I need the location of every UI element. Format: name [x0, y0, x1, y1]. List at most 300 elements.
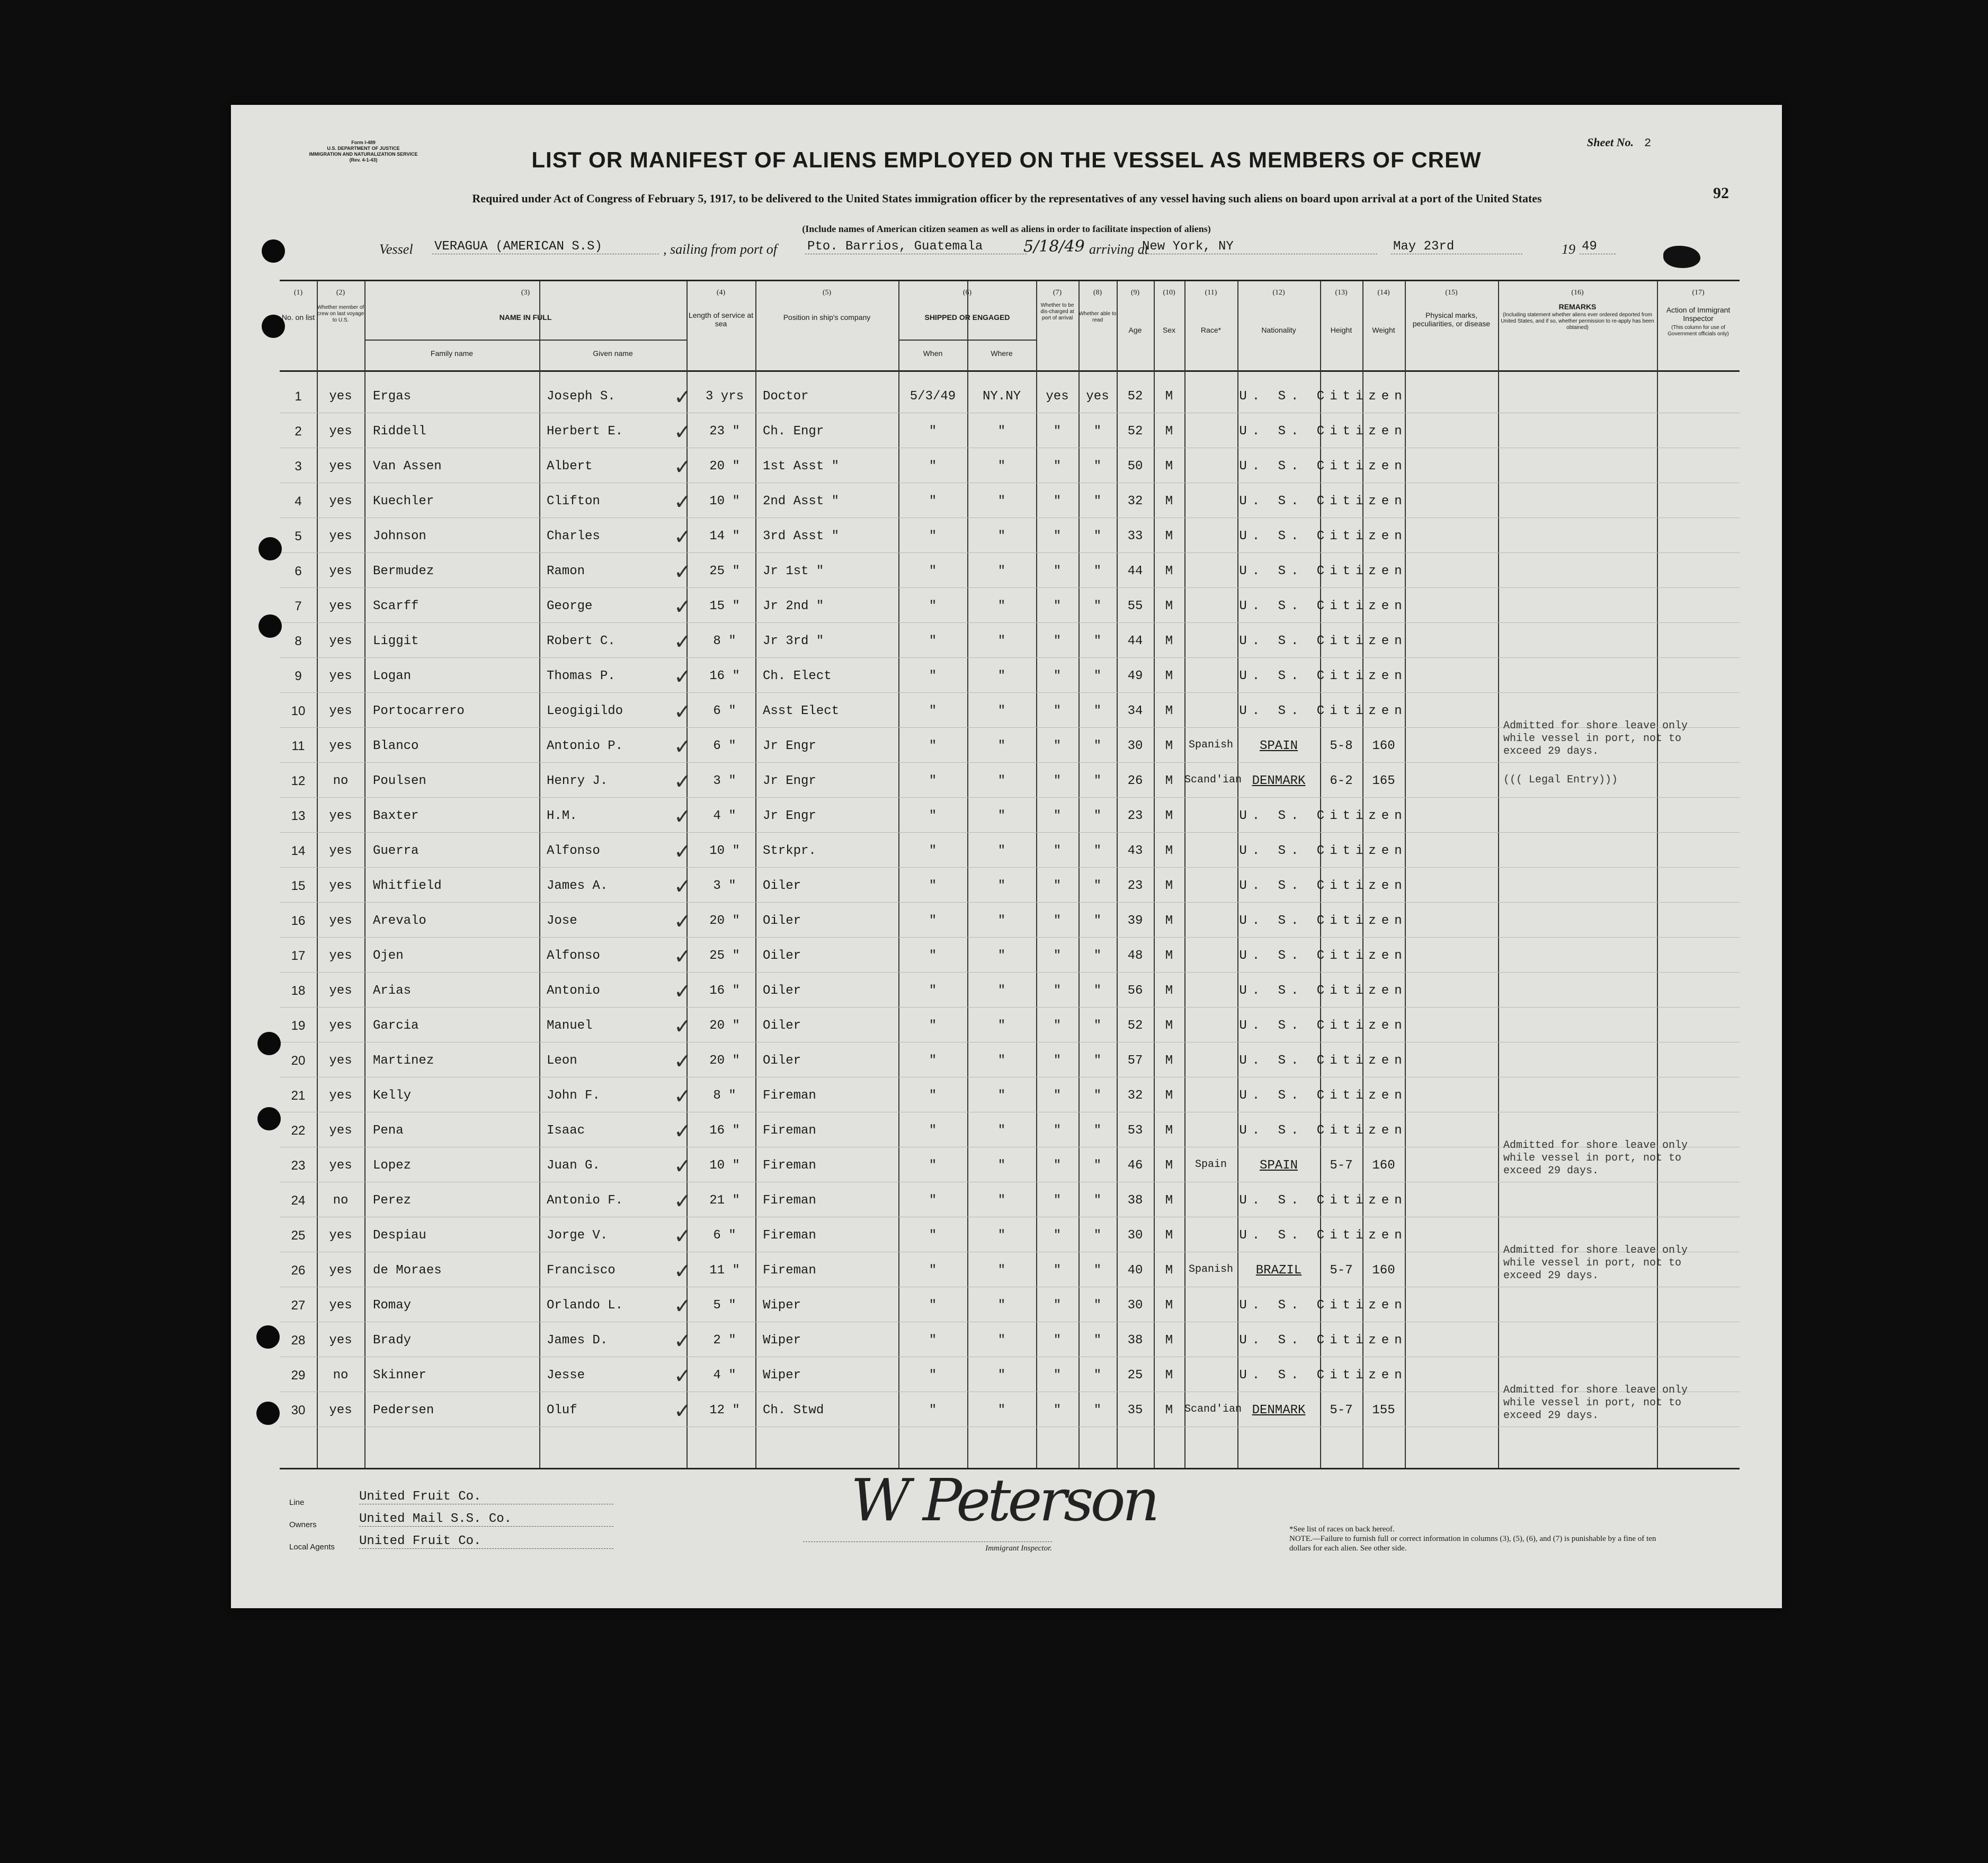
age: 25: [1127, 1368, 1143, 1383]
check-mark-icon: ✓: [674, 1014, 692, 1039]
length-of-service: 10 ": [709, 1158, 740, 1173]
table-row: [280, 720, 1740, 765]
discharged: ": [1053, 529, 1062, 543]
check-mark-icon: ✓: [674, 1399, 692, 1423]
shipped-when: ": [929, 634, 937, 648]
citizenship: U. S. Citizen: [1239, 494, 1407, 509]
row-number: 24: [291, 1193, 306, 1208]
length-of-service: 16 ": [709, 669, 740, 683]
shipped-when: ": [929, 844, 937, 858]
able-to-read: ": [1093, 1019, 1102, 1033]
length-of-service: 21 ": [709, 1193, 740, 1208]
given-name: Manuel: [547, 1019, 593, 1033]
citizenship: U. S. Citizen: [1239, 1124, 1407, 1138]
table-row: [280, 975, 1740, 1010]
able-to-read: ": [1093, 1333, 1102, 1348]
age: 30: [1127, 739, 1143, 753]
given-name: Thomas P.: [547, 669, 616, 683]
shipped-where: ": [997, 634, 1006, 648]
position: Jr 2nd ": [763, 599, 824, 613]
sex: M: [1165, 529, 1173, 543]
arrival-date: May 23rd: [1391, 239, 1522, 254]
discharged: ": [1053, 599, 1062, 613]
races-note: *See list of races on back hereof.: [1289, 1525, 1395, 1534]
discharged: ": [1053, 1333, 1062, 1348]
family-name: Logan: [373, 669, 412, 683]
row-number: 26: [291, 1263, 306, 1278]
last-voyage: yes: [329, 1019, 352, 1033]
check-mark-icon: ✓: [674, 630, 692, 654]
agents-label: Local Agents: [289, 1543, 335, 1552]
able-to-read: ": [1093, 984, 1102, 998]
row-number: 20: [291, 1054, 306, 1068]
position: Fireman: [763, 1193, 816, 1208]
age: 55: [1127, 599, 1143, 613]
sex: M: [1165, 1333, 1173, 1348]
row-number: 28: [291, 1333, 306, 1348]
form-number: Form I-489: [351, 140, 376, 145]
weight: 165: [1372, 774, 1395, 788]
age: 33: [1127, 529, 1143, 543]
last-voyage: yes: [329, 494, 352, 509]
shipped-where: ": [997, 1403, 1006, 1418]
able-to-read: ": [1093, 1368, 1102, 1383]
position: Oiler: [763, 1054, 801, 1068]
check-mark-icon: ✓: [674, 420, 692, 444]
column-number: (16): [1571, 289, 1584, 297]
column-number: (15): [1445, 289, 1458, 297]
height: 6-2: [1330, 774, 1353, 788]
service-name: IMMIGRATION AND NATURALIZATION SERVICE: [309, 151, 418, 157]
revision: (Rev. 4-1-43): [349, 157, 378, 163]
sex: M: [1165, 984, 1173, 998]
sex: M: [1165, 1124, 1173, 1138]
line-value: United Fruit Co.: [359, 1490, 613, 1504]
shipped-where: ": [997, 1089, 1006, 1103]
age: 52: [1127, 424, 1143, 439]
age: 35: [1127, 1403, 1143, 1418]
row-number: 6: [295, 564, 302, 578]
header-weight: Weight: [1372, 326, 1395, 334]
able-to-read: ": [1093, 739, 1102, 753]
discharged: ": [1053, 1228, 1062, 1243]
given-name: Antonio: [547, 984, 600, 998]
given-name: H.M.: [547, 809, 577, 823]
sex: M: [1165, 1298, 1173, 1313]
family-name: Pedersen: [373, 1403, 434, 1418]
weight: 160: [1372, 1158, 1395, 1173]
citizenship: U. S. Citizen: [1239, 1019, 1407, 1033]
check-mark-icon: ✓: [674, 1084, 692, 1109]
age: 52: [1127, 1019, 1143, 1033]
header-nationality: Nationality: [1261, 326, 1296, 334]
discharged: ": [1053, 1054, 1062, 1068]
shipped-where: ": [997, 914, 1006, 928]
row-number: 29: [291, 1368, 306, 1383]
length-of-service: 4 ": [713, 1368, 736, 1383]
column-number: (9): [1130, 289, 1140, 297]
given-name: Albert: [547, 459, 593, 474]
inspector-signature: W Peterson: [851, 1466, 1157, 1534]
remark: Admitted for shore leave only while vessel in port, not to exceed 29 days.: [1503, 1244, 1688, 1282]
family-name: Arias: [373, 984, 412, 998]
table-row: [280, 870, 1740, 905]
nationality: SPAIN: [1259, 1158, 1298, 1173]
age: 50: [1127, 459, 1143, 474]
position: 1st Asst ": [763, 459, 840, 474]
row-number: 2: [295, 424, 302, 439]
check-mark-icon: ✓: [674, 1259, 692, 1283]
column-number: (13): [1335, 289, 1348, 297]
punch-hole: [256, 1325, 280, 1349]
row-number: 14: [291, 844, 306, 858]
discharged: ": [1053, 704, 1062, 718]
given-name: Alfonso: [547, 844, 600, 858]
shipped-where: ": [997, 1124, 1006, 1138]
column-number: (8): [1093, 289, 1102, 297]
discharged: ": [1053, 1193, 1062, 1208]
row-number: 5: [295, 529, 302, 543]
shipped-when: ": [929, 1089, 937, 1103]
shipped-when: ": [929, 914, 937, 928]
shipped-where: ": [997, 459, 1006, 474]
footer-notes: [1289, 1525, 1671, 1553]
age: 57: [1127, 1054, 1143, 1068]
age: 56: [1127, 984, 1143, 998]
shipped-where: ": [997, 599, 1006, 613]
family-name: Whitfield: [373, 879, 442, 893]
family-name: Guerra: [373, 844, 419, 858]
shipped-when: ": [929, 1403, 937, 1418]
last-voyage: yes: [329, 949, 352, 963]
header-given-name: Given name: [593, 349, 633, 358]
last-voyage: yes: [329, 844, 352, 858]
length-of-service: 6 ": [713, 704, 736, 718]
length-of-service: 3 ": [713, 774, 736, 788]
age: 23: [1127, 879, 1143, 893]
row-number: 4: [295, 494, 302, 509]
agents-value: United Fruit Co.: [359, 1534, 613, 1549]
shipped-when: ": [929, 529, 937, 543]
given-name: Charles: [547, 529, 600, 543]
table-row: [280, 1139, 1740, 1185]
citizenship: U. S. Citizen: [1239, 599, 1407, 613]
page-number: 92: [1713, 184, 1729, 202]
table-row: [280, 835, 1740, 870]
shipped-where: ": [997, 1298, 1006, 1313]
age: 49: [1127, 669, 1143, 683]
row-number: 16: [291, 914, 306, 928]
citizenship: U. S. Citizen: [1239, 424, 1407, 439]
citizenship: U. S. Citizen: [1239, 459, 1407, 474]
last-voyage: yes: [329, 1054, 352, 1068]
check-mark-icon: ✓: [674, 525, 692, 549]
sex: M: [1165, 844, 1173, 858]
shipped-where: ": [997, 704, 1006, 718]
table-row: [280, 381, 1740, 416]
table-row: [280, 521, 1740, 556]
header-race: Race*: [1200, 326, 1222, 334]
weight: 160: [1372, 1263, 1395, 1278]
check-mark-icon: ✓: [674, 1329, 692, 1353]
family-name: Ergas: [373, 389, 412, 404]
header-no-on-list: No. on list: [281, 313, 315, 322]
position: Oiler: [763, 1019, 801, 1033]
length-of-service: 23 ": [709, 424, 740, 439]
sailing-label: , sailing from port of: [663, 242, 778, 257]
shipped-where: ": [997, 1368, 1006, 1383]
nationality: DENMARK: [1252, 774, 1306, 788]
age: 38: [1127, 1193, 1143, 1208]
height: 5-7: [1330, 1263, 1353, 1278]
position: 3rd Asst ": [763, 529, 840, 543]
row-number: 8: [295, 634, 302, 648]
length-of-service: 10 ": [709, 494, 740, 509]
citizenship: U. S. Citizen: [1239, 1333, 1407, 1348]
sex: M: [1165, 1054, 1173, 1068]
header-when: When: [923, 349, 943, 358]
able-to-read: ": [1093, 599, 1102, 613]
shipped-where: ": [997, 1333, 1006, 1348]
shipped-where: ": [997, 774, 1006, 788]
shipped-when: ": [929, 494, 937, 509]
position: Strkpr.: [763, 844, 816, 858]
row-number: 11: [291, 739, 305, 753]
shipped-where: ": [997, 1019, 1006, 1033]
family-name: Liggit: [373, 634, 419, 648]
discharged: ": [1053, 1124, 1062, 1138]
position: Fireman: [763, 1158, 816, 1173]
punch-hole: [262, 315, 285, 338]
header-where: Where: [991, 349, 1013, 358]
given-name: James A.: [547, 879, 608, 893]
shipped-where: ": [997, 949, 1006, 963]
shipped-when: ": [929, 564, 937, 578]
able-to-read: ": [1093, 704, 1102, 718]
citizenship: U. S. Citizen: [1239, 1193, 1407, 1208]
family-name: Kuechler: [373, 494, 434, 509]
sex: M: [1165, 949, 1173, 963]
last-voyage: yes: [329, 564, 352, 578]
given-name: Francisco: [547, 1263, 616, 1278]
check-mark-icon: ✓: [674, 875, 692, 899]
length-of-service: 25 ": [709, 564, 740, 578]
family-name: Bermudez: [373, 564, 434, 578]
sheet-label: Sheet No.: [1587, 136, 1634, 149]
shipped-where: NY.NY: [982, 389, 1021, 404]
row-number: 17: [291, 949, 306, 963]
age: 30: [1127, 1228, 1143, 1243]
last-voyage: yes: [329, 704, 352, 718]
given-name: John F.: [547, 1089, 600, 1103]
family-name: de Moraes: [373, 1263, 442, 1278]
shipped-when: ": [929, 1228, 937, 1243]
position: Fireman: [763, 1263, 816, 1278]
column-number: (11): [1205, 289, 1217, 297]
position: Oiler: [763, 984, 801, 998]
check-mark-icon: ✓: [674, 1224, 692, 1249]
vessel-label: Vessel: [379, 242, 413, 257]
shipped-when: ": [929, 1368, 937, 1383]
row-number: 15: [291, 879, 306, 893]
check-mark-icon: ✓: [674, 455, 692, 479]
given-name: Ramon: [547, 564, 585, 578]
check-mark-icon: ✓: [674, 665, 692, 689]
shipped-where: ": [997, 1263, 1006, 1278]
header-remarks-note: (Including statement whether aliens ever ordered deported from United States, and if so, whether permission to re-apply has been obtained): [1501, 312, 1654, 331]
shipped-where: ": [997, 1193, 1006, 1208]
shipped-where: ": [997, 1228, 1006, 1243]
last-voyage: yes: [329, 1228, 352, 1243]
last-voyage: yes: [329, 389, 352, 404]
length-of-service: 6 ": [713, 1228, 736, 1243]
able-to-read: ": [1093, 1089, 1102, 1103]
position: Jr 1st ": [763, 564, 824, 578]
check-mark-icon: ✓: [674, 770, 692, 794]
age: 32: [1127, 494, 1143, 509]
nationality: DENMARK: [1252, 1403, 1306, 1418]
sex: M: [1165, 1158, 1173, 1173]
shipped-where: ": [997, 1054, 1006, 1068]
punch-hole: [256, 1402, 280, 1425]
last-voyage: yes: [329, 1298, 352, 1313]
shipped-when: ": [929, 739, 937, 753]
year-prefix: 19: [1562, 242, 1575, 257]
last-voyage: yes: [329, 1124, 352, 1138]
shipped-when: 5/3/49: [910, 389, 956, 404]
able-to-read: ": [1093, 1403, 1102, 1418]
length-of-service: 8 ": [713, 1089, 736, 1103]
arrival-port: New York, NY: [1140, 239, 1377, 254]
row-number: 3: [295, 459, 302, 474]
position: Oiler: [763, 914, 801, 928]
sex: M: [1165, 494, 1173, 509]
given-name: Herbert E.: [547, 424, 623, 439]
last-voyage: yes: [329, 634, 352, 648]
family-name: Romay: [373, 1298, 412, 1313]
position: Ch. Engr: [763, 424, 824, 439]
discharged: ": [1053, 634, 1062, 648]
discharged: ": [1053, 669, 1062, 683]
position: Asst Elect: [763, 704, 840, 718]
sex: M: [1165, 1263, 1173, 1278]
check-mark-icon: ✓: [674, 910, 692, 934]
last-voyage: no: [333, 774, 349, 788]
shipped-where: ": [997, 1158, 1006, 1173]
able-to-read: ": [1093, 1158, 1102, 1173]
age: 34: [1127, 704, 1143, 718]
discharged: ": [1053, 1158, 1062, 1173]
length-of-service: 3 yrs: [705, 389, 744, 404]
position: Oiler: [763, 949, 801, 963]
header-name-in-full: NAME IN FULL: [499, 313, 552, 322]
citizenship: U. S. Citizen: [1239, 879, 1407, 893]
header-last-voyage: Whether member of crew on last voyage to U.S.: [317, 305, 364, 323]
position: Jr Engr: [763, 739, 816, 753]
discharged: ": [1053, 424, 1062, 439]
sex: M: [1165, 1228, 1173, 1243]
last-voyage: yes: [329, 1089, 352, 1103]
line-label: Line: [289, 1498, 305, 1507]
length-of-service: 12 ": [709, 1403, 740, 1418]
race: Scand'ian: [1184, 1403, 1242, 1415]
age: 40: [1127, 1263, 1143, 1278]
length-of-service: 5 ": [713, 1298, 736, 1313]
header-height: Height: [1330, 326, 1352, 334]
table-row: [280, 1010, 1740, 1045]
shipped-when: ": [929, 599, 937, 613]
position: Ch. Elect: [763, 669, 832, 683]
punch-hole: [262, 239, 285, 263]
header-discharged: Whether to be dis-charged at port of arrival: [1040, 302, 1074, 321]
able-to-read: ": [1093, 424, 1102, 439]
shipped-where: ": [997, 529, 1006, 543]
given-name: Jorge V.: [547, 1228, 608, 1243]
discharged: ": [1053, 739, 1062, 753]
family-name: Kelly: [373, 1089, 412, 1103]
discharged: yes: [1046, 389, 1069, 404]
row-number: 22: [291, 1124, 306, 1138]
age: 53: [1127, 1124, 1143, 1138]
discharged: ": [1053, 1298, 1062, 1313]
citizenship: U. S. Citizen: [1239, 564, 1407, 578]
given-name: Orlando L.: [547, 1298, 623, 1313]
shipped-where: ": [997, 424, 1006, 439]
header-bottom-rule: [280, 370, 1740, 372]
age: 39: [1127, 914, 1143, 928]
able-to-read: ": [1093, 564, 1102, 578]
row-number: 27: [291, 1298, 306, 1313]
row-number: 23: [291, 1158, 306, 1173]
given-name: Joseph S.: [547, 389, 616, 404]
citizenship: U. S. Citizen: [1239, 669, 1407, 683]
length-of-service: 14 ": [709, 529, 740, 543]
given-name: Isaac: [547, 1124, 585, 1138]
sex: M: [1165, 1368, 1173, 1383]
citizenship: U. S. Citizen: [1239, 1054, 1407, 1068]
able-to-read: ": [1093, 494, 1102, 509]
age: 44: [1127, 564, 1143, 578]
sex: M: [1165, 669, 1173, 683]
family-name: Van Assen: [373, 459, 442, 474]
shipped-where: ": [997, 844, 1006, 858]
table-row: [280, 1045, 1740, 1080]
discharged: ": [1053, 774, 1062, 788]
department: U.S. DEPARTMENT OF JUSTICE: [327, 146, 400, 151]
row-number: 21: [291, 1089, 306, 1103]
able-to-read: ": [1093, 809, 1102, 823]
inspector-label: Immigrant Inspector.: [803, 1541, 1052, 1553]
last-voyage: yes: [329, 984, 352, 998]
age: 44: [1127, 634, 1143, 648]
citizenship: U. S. Citizen: [1239, 1228, 1407, 1243]
given-name: Antonio F.: [547, 1193, 623, 1208]
able-to-read: ": [1093, 669, 1102, 683]
row-number: 25: [291, 1228, 306, 1243]
arriving-label: arriving at: [1089, 242, 1148, 257]
discharged: ": [1053, 1019, 1062, 1033]
check-mark-icon: ✓: [674, 1049, 692, 1074]
header-read: Whether able to read: [1078, 311, 1117, 323]
able-to-read: ": [1093, 1054, 1102, 1068]
last-voyage: yes: [329, 1403, 352, 1418]
citizenship: U. S. Citizen: [1239, 984, 1407, 998]
check-mark-icon: ✓: [674, 944, 692, 969]
height: 5-8: [1330, 739, 1353, 753]
last-voyage: yes: [329, 879, 352, 893]
family-name: Martinez: [373, 1054, 434, 1068]
header-action-note: (This column for use of Government officials only): [1668, 325, 1729, 337]
